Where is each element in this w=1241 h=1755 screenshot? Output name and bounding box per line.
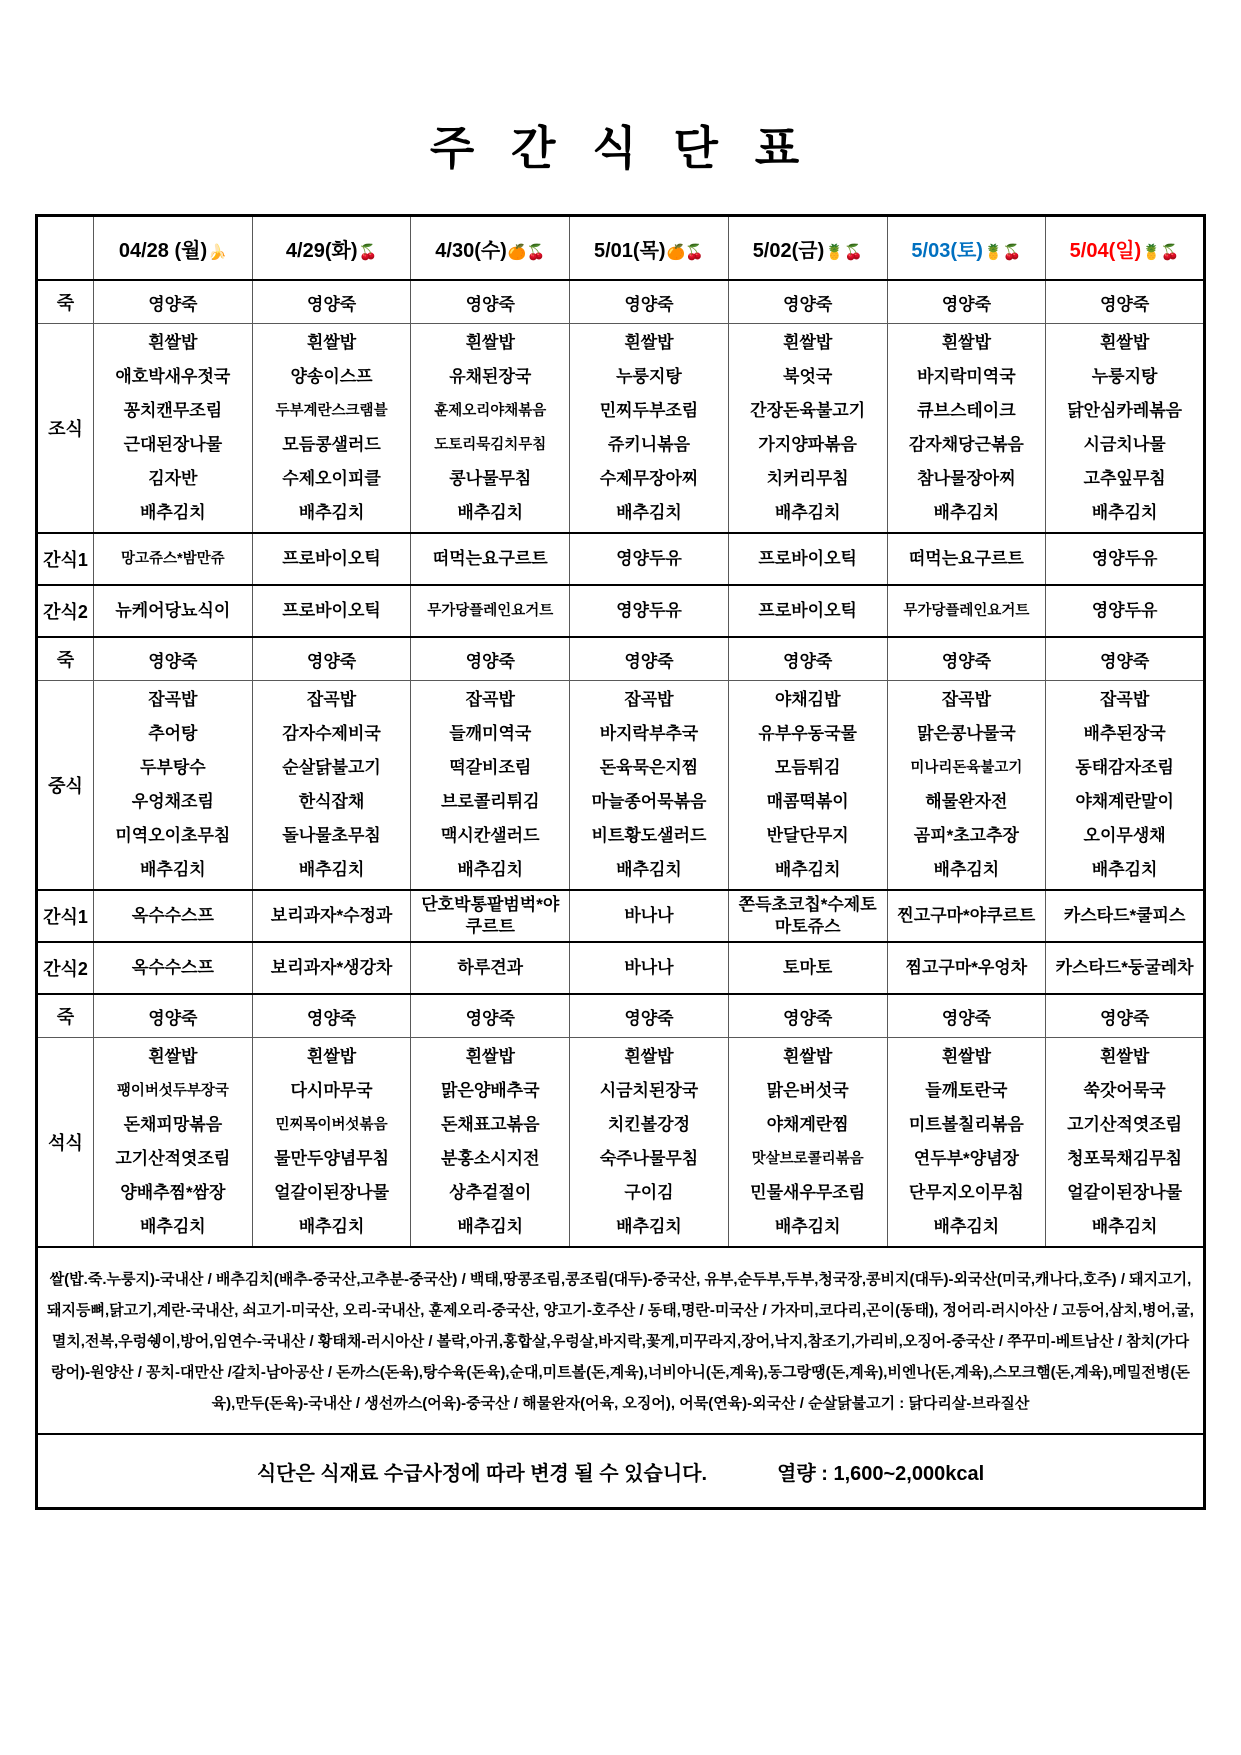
- menu-cell: [411, 1038, 570, 1248]
- menu-item: 북엇국: [783, 367, 833, 386]
- menu-item: 흰쌀밥: [783, 1047, 833, 1066]
- menu-item: 숙주나물무침: [599, 1149, 699, 1168]
- menu-item: 영양죽: [1099, 1008, 1150, 1028]
- menu-item: 배추김치: [298, 1217, 365, 1236]
- menu-item: 카스타드*쿨피스: [1063, 906, 1186, 925]
- menu-row-porridge: [37, 280, 1205, 324]
- menu-cell: [570, 942, 729, 994]
- day-label: 5/02(금): [752, 239, 825, 262]
- menu-item: 무가당플레인요거트: [427, 603, 554, 619]
- menu-cell: [94, 681, 253, 891]
- menu-item: 영양두유: [616, 549, 682, 568]
- menu-item: 시금치된장국: [599, 1081, 699, 1100]
- menu-item: 맛살브로콜리볶음: [751, 1151, 864, 1167]
- menu-cell: [411, 637, 570, 681]
- menu-item: 영양죽: [465, 1008, 515, 1028]
- menu-item: 잡곡밥: [306, 690, 357, 709]
- menu-cell: [1046, 890, 1205, 942]
- menu-item: 모듬튀김: [774, 758, 841, 777]
- menu-item: 떠먹는요구르트: [432, 549, 548, 568]
- menu-cell: [887, 637, 1046, 681]
- menu-cell: [1046, 637, 1205, 681]
- meal-category-cell: 석식: [37, 1038, 94, 1248]
- menu-item: 영양죽: [941, 651, 991, 671]
- menu-item: 영양죽: [624, 294, 674, 314]
- menu-cell: [252, 942, 411, 994]
- menu-item: 영양죽: [148, 651, 198, 671]
- menu-cell: [728, 942, 887, 994]
- menu-cell: [94, 890, 253, 942]
- menu-item: 맑은양배추국: [440, 1081, 540, 1100]
- menu-item: 물만두양념무침: [274, 1149, 390, 1168]
- menu-cell: [887, 942, 1046, 994]
- menu-item: 감자수제비국: [282, 724, 381, 743]
- menu-item: 배추김치: [774, 860, 841, 879]
- menu-item: 상추겉절이: [449, 1183, 532, 1202]
- menu-item: 단무지오이무침: [908, 1183, 1024, 1202]
- menu-cell: [728, 533, 887, 585]
- menu-item: 영양죽: [465, 651, 515, 671]
- menu-item: 배추김치: [933, 503, 1000, 522]
- menu-cell: [1046, 533, 1205, 585]
- menu-item: 추어탕: [148, 724, 198, 743]
- menu-item: 닭안심카레볶음: [1067, 401, 1183, 420]
- menu-cell: [411, 994, 570, 1038]
- menu-item: 양배추찜*쌈장: [120, 1183, 226, 1202]
- menu-item: 흰쌀밥: [783, 333, 833, 352]
- menu-item: 민찌두부조림: [599, 401, 699, 420]
- fruit-icon: 🍌: [208, 243, 227, 261]
- menu-row-meal: [37, 324, 1205, 534]
- menu-item: 영양죽: [624, 651, 674, 671]
- origin-info: 쌀(밥.죽.누룽지)-국내산 / 배추김치(배추-중국산,고추분-중국산) / 백태,땅콩조림,콩조림(대두)-중국산, 유부,순두부,두부,청국장,콩비지(대두)-외국산(미국,캐나다,호주) / 돼지고기,돼지등뼈,닭고기,계란-국내산, 쇠고기-미국산, 오리-국내산, 훈제오리-중국산, 양고기-호주산 / 동태,명란-미국산 / 가자미,코다리,곤이(동태), 정어리-러시아산 / 고등어,삼치,병어,굴,멸치,전복,우렁쉥이,방어,임연수-국내산 / 황태채-러시아산 / 볼락,아귀,홍합살,우렁살,바지락,꽃게,미꾸라지,장어,낙지,참조기,가리비,오징어-중국산 / 쭈꾸미-베트남산 / 참치(가다랑어)-원양산 / 꽁치-대만산 /갈치-남아공산 / 돈까스(돈육),탕수육(돈육),순대,미트볼(돈,계육),너비아니(돈,계육),동그랑땡(돈,계육),비엔나(돈,계육),스모크햄(돈,계육),메밀전병(돈육),만두(돈육)-국내산 / 생선까스(어육)-중국산 / 해물완자(어육, 오징어), 어묵(연육)-외국산 / 순살닭불고기 : 닭다리살-브라질산: [37, 1247, 1205, 1434]
- menu-cell: [887, 533, 1046, 585]
- menu-item: 근대된장나물: [123, 435, 223, 454]
- meal-category-cell: 죽: [37, 280, 94, 324]
- menu-item: 찜고구마*우엉차: [905, 958, 1028, 977]
- menu-item: 시금치나물: [1083, 435, 1166, 454]
- menu-item: 잡곡밥: [1099, 690, 1150, 709]
- menu-item: 청포묵채김무침: [1067, 1149, 1183, 1168]
- menu-cell: [728, 681, 887, 891]
- menu-item: 돈육묵은지찜: [599, 758, 699, 777]
- menu-item: 찐고구마*야쿠르트: [897, 906, 1036, 925]
- day-header-cell: [411, 216, 570, 281]
- day-header-cell: [252, 216, 411, 281]
- menu-item: 영양두유: [616, 601, 682, 620]
- menu-item: 참나물장아찌: [917, 469, 1016, 488]
- menu-item: 반달단무지: [766, 826, 849, 845]
- day-label: 04/28 (월): [118, 239, 208, 262]
- menu-item: 흰쌀밥: [1099, 333, 1150, 352]
- menu-cell: [411, 585, 570, 637]
- menu-cell: [887, 994, 1046, 1038]
- menu-cell: [1046, 681, 1205, 891]
- menu-item: 배추김치: [1091, 860, 1158, 879]
- menu-item: 간장돈육불고기: [750, 401, 866, 420]
- menu-item: 수제오이피클: [282, 469, 381, 488]
- menu-cell: [411, 324, 570, 534]
- menu-cell: [411, 280, 570, 324]
- menu-note-row: [37, 1434, 1205, 1509]
- menu-item: 미나리돈육불고기: [910, 760, 1023, 776]
- menu-item: 흰쌀밥: [306, 1047, 357, 1066]
- menu-item: 프로바이오틱: [282, 601, 381, 620]
- menu-item: 마늘종어묵볶음: [591, 792, 707, 811]
- menu-cell: [411, 942, 570, 994]
- menu-item: 유부우동국물: [758, 724, 857, 743]
- menu-cell: [1046, 994, 1205, 1038]
- menu-item: 단호박통팥범벅*야쿠르트: [421, 895, 560, 936]
- menu-item: 야채김밥: [774, 690, 841, 709]
- menu-item: 고추잎무침: [1083, 469, 1166, 488]
- menu-item: 배추김치: [774, 503, 841, 522]
- menu-item: 영양죽: [941, 1008, 991, 1028]
- fruit-icon: 🍍🍒: [825, 243, 863, 261]
- menu-item: 쥬키니볶음: [607, 435, 691, 454]
- menu-item: 감자채당근볶음: [908, 435, 1024, 454]
- menu-cell: [887, 280, 1046, 324]
- menu-cell: [728, 994, 887, 1038]
- menu-cell: [252, 994, 411, 1038]
- menu-cell: [728, 890, 887, 942]
- menu-cell: [1046, 585, 1205, 637]
- menu-item: 맥시칸샐러드: [440, 826, 540, 845]
- menu-item: 흰쌀밥: [148, 333, 198, 352]
- calorie-info: 열량 : 1,600~2,000kcal: [777, 1462, 985, 1485]
- menu-item: 영양두유: [1091, 549, 1158, 568]
- menu-cell: [252, 637, 411, 681]
- day-label: 5/04(일): [1069, 239, 1142, 262]
- menu-item: 흰쌀밥: [941, 1047, 991, 1066]
- menu-item: 얼갈이된장나물: [274, 1183, 390, 1202]
- menu-item: 유채된장국: [449, 367, 532, 386]
- menu-cell: [94, 585, 253, 637]
- menu-item: 영양두유: [1091, 601, 1158, 620]
- menu-cell: [252, 585, 411, 637]
- menu-item: 떠먹는요구르트: [908, 549, 1024, 568]
- menu-row-meal: [37, 1038, 1205, 1248]
- menu-item: 잡곡밥: [148, 690, 198, 709]
- menu-item: 순살닭불고기: [282, 758, 381, 777]
- menu-item: 민찌목이버섯볶음: [275, 1117, 388, 1133]
- menu-item: 수제무장아찌: [599, 469, 699, 488]
- menu-item: 도토리묵김치무침: [434, 437, 547, 453]
- menu-cell: [728, 585, 887, 637]
- menu-item: 바나나: [624, 906, 674, 925]
- menu-item: 한식잡채: [298, 792, 365, 811]
- menu-item: 배추김치: [140, 860, 206, 879]
- menu-item: 흰쌀밥: [465, 333, 515, 352]
- menu-item: 무가당플레인요거트: [903, 603, 1030, 619]
- menu-cell: [728, 1038, 887, 1248]
- menu-item: 영양죽: [1099, 294, 1150, 314]
- menu-item: 민물새우무조림: [750, 1183, 866, 1202]
- weekly-menu-table: [35, 214, 1206, 1510]
- menu-item: 오이무생채: [1083, 826, 1166, 845]
- menu-item: 배추된장국: [1083, 724, 1166, 743]
- meal-category-cell: 중식: [37, 681, 94, 891]
- menu-item: 모듬콩샐러드: [282, 435, 381, 454]
- menu-item: 연두부*양념장: [913, 1149, 1019, 1168]
- menu-item: 김자반: [148, 469, 198, 488]
- menu-item: 곰피*초고추장: [913, 826, 1019, 845]
- menu-item: 바나나: [624, 958, 674, 977]
- fruit-icon: 🍍🍒: [983, 243, 1022, 261]
- menu-cell: [887, 681, 1046, 891]
- menu-item: 영양죽: [465, 294, 515, 314]
- menu-item: 쑥갓어묵국: [1083, 1081, 1166, 1100]
- menu-cell: [570, 585, 729, 637]
- menu-item: 배추김치: [140, 1217, 206, 1236]
- menu-cell: [887, 890, 1046, 942]
- menu-cell: [94, 1038, 253, 1248]
- menu-item: 흰쌀밥: [624, 1047, 674, 1066]
- meal-category-cell: 간식2: [37, 942, 94, 994]
- menu-item: 누룽지탕: [616, 367, 682, 386]
- menu-cell: [570, 681, 729, 891]
- day-header-cell: [728, 216, 887, 281]
- menu-item: 훈제오리야채볶음: [434, 403, 547, 419]
- menu-item: 배추김치: [298, 860, 365, 879]
- menu-item: 바지락부추국: [599, 724, 699, 743]
- menu-cell: [728, 324, 887, 534]
- menu-item: 영양죽: [783, 651, 833, 671]
- menu-item: 뉴케어당뇨식이: [115, 601, 231, 620]
- menu-row-porridge: [37, 994, 1205, 1038]
- menu-item: 프로바이오틱: [758, 601, 857, 620]
- menu-item: 흰쌀밥: [148, 1047, 198, 1066]
- menu-item: 프로바이오틱: [282, 549, 381, 568]
- menu-note-cell: [37, 1434, 1205, 1509]
- menu-item: 카스타드*둥굴레차: [1055, 958, 1194, 977]
- menu-cell: [728, 637, 887, 681]
- menu-item: 우엉채조림: [131, 792, 214, 811]
- fruit-icon: 🍊🍒: [666, 243, 704, 261]
- menu-item: 배추김치: [933, 1217, 1000, 1236]
- menu-item: 비트황도샐러드: [591, 826, 707, 845]
- menu-cell: [94, 637, 253, 681]
- menu-cell: [252, 533, 411, 585]
- menu-item: 맑은콩나물국: [917, 724, 1016, 743]
- day-label: 4/29(화): [285, 239, 358, 262]
- menu-cell: [570, 890, 729, 942]
- menu-item: 분홍소시지전: [440, 1149, 540, 1168]
- menu-item: 영양죽: [783, 1008, 833, 1028]
- menu-row-snack: [37, 585, 1205, 637]
- menu-item: 영양죽: [624, 1008, 674, 1028]
- menu-item: 콩나물무침: [449, 469, 532, 488]
- menu-cell: [411, 681, 570, 891]
- menu-cell: [728, 280, 887, 324]
- menu-item: 돌나물초무침: [282, 826, 381, 845]
- menu-cell: [570, 994, 729, 1038]
- menu-cell: [887, 324, 1046, 534]
- menu-item: 영양죽: [306, 294, 357, 314]
- menu-item: 돈채표고볶음: [440, 1115, 540, 1134]
- menu-cell: [570, 324, 729, 534]
- menu-item: 두부탕수: [140, 758, 206, 777]
- menu-row-snack: [37, 942, 1205, 994]
- menu-item: 매콤떡볶이: [766, 792, 849, 811]
- menu-cell: [1046, 942, 1205, 994]
- menu-item: 야채계란찜: [766, 1115, 849, 1134]
- fruit-icon: 🍒: [358, 243, 378, 261]
- menu-item: 배추김치: [457, 860, 524, 879]
- menu-item: 배추김치: [1091, 503, 1158, 522]
- meal-category-cell: 죽: [37, 994, 94, 1038]
- meal-category-cell: 간식1: [37, 890, 94, 942]
- menu-item: 프로바이오틱: [758, 549, 857, 568]
- menu-item: 하루견과: [457, 958, 524, 977]
- menu-cell: [252, 681, 411, 891]
- menu-item: 팽이버섯두부장국: [116, 1083, 229, 1099]
- menu-cell: [570, 637, 729, 681]
- corner-cell: [37, 216, 94, 281]
- menu-item: 돈채피망볶음: [123, 1115, 223, 1134]
- menu-item: 큐브스테이크: [917, 401, 1016, 420]
- menu-item: 누룽지탕: [1091, 367, 1158, 386]
- menu-cell: [94, 324, 253, 534]
- menu-cell: [570, 280, 729, 324]
- menu-item: 들깨미역국: [449, 724, 532, 743]
- day-label: 5/01(목): [593, 239, 666, 262]
- menu-item: 들깨토란국: [925, 1081, 1008, 1100]
- menu-item: 영양죽: [148, 294, 198, 314]
- menu-item: 떡갈비조림: [449, 758, 532, 777]
- menu-item: 고기산적엿조림: [115, 1149, 231, 1168]
- meal-category-cell: 조식: [37, 324, 94, 534]
- menu-item: 배추김치: [457, 1217, 524, 1236]
- menu-item: 흰쌀밥: [1099, 1047, 1150, 1066]
- menu-cell: [94, 994, 253, 1038]
- menu-item: 잡곡밥: [465, 690, 515, 709]
- menu-cell: [252, 890, 411, 942]
- menu-item: 고기산적엿조림: [1067, 1115, 1183, 1134]
- menu-cell: [887, 1038, 1046, 1248]
- menu-item: 배추김치: [933, 860, 1000, 879]
- day-label: 4/30(수): [435, 239, 507, 262]
- menu-item: 맑은버섯국: [766, 1081, 849, 1100]
- fruit-icon: 🍍🍒: [1142, 243, 1180, 261]
- day-header-cell: [94, 216, 253, 281]
- menu-item: 망고쥬스*밤만쥬: [121, 551, 225, 567]
- menu-item: 토마토: [783, 958, 833, 977]
- day-header-row: [37, 216, 1205, 281]
- menu-item: 배추김치: [616, 1217, 682, 1236]
- menu-item: 두부계란스크램블: [275, 403, 388, 419]
- menu-item: 잡곡밥: [941, 690, 991, 709]
- menu-cell: [1046, 280, 1205, 324]
- menu-cell: [94, 280, 253, 324]
- menu-item: 보리과자*수정과: [270, 906, 393, 925]
- menu-item: 배추김치: [774, 1217, 841, 1236]
- menu-cell: [252, 324, 411, 534]
- menu-item: 흰쌀밥: [306, 333, 357, 352]
- menu-item: 바지락미역국: [917, 367, 1016, 386]
- menu-item: 배추김치: [616, 503, 682, 522]
- day-header-cell: [570, 216, 729, 281]
- menu-item: 해물완자전: [925, 792, 1008, 811]
- menu-item: 영양죽: [306, 1008, 357, 1028]
- menu-cell: [252, 280, 411, 324]
- day-header-cell: [1046, 216, 1205, 281]
- day-label: 5/03(토): [911, 239, 983, 262]
- menu-item: 미역오이초무침: [115, 826, 231, 845]
- menu-item: 보리과자*생강차: [270, 958, 393, 977]
- menu-item: 치커리무침: [766, 469, 849, 488]
- menu-cell: [1046, 324, 1205, 534]
- menu-item: 꽁치캔무조림: [123, 401, 223, 420]
- menu-item: 야채계란말이: [1075, 792, 1174, 811]
- page-title: 주 간 식 단 표: [429, 122, 812, 174]
- menu-item: 영양죽: [941, 294, 991, 314]
- menu-item: 구이김: [624, 1183, 674, 1202]
- day-header-cell: [887, 216, 1046, 281]
- origin-info-row: [37, 1247, 1205, 1434]
- menu-item: 잡곡밥: [624, 690, 674, 709]
- menu-row-snack: [37, 890, 1205, 942]
- menu-item: 가지양파볶음: [758, 435, 857, 454]
- menu-cell: [570, 1038, 729, 1248]
- menu-cell: [570, 533, 729, 585]
- menu-row-porridge: [37, 637, 1205, 681]
- menu-item: 배추김치: [616, 860, 682, 879]
- menu-cell: [887, 585, 1046, 637]
- menu-item: 쫀득초코칩*수제토마토쥬스: [738, 895, 877, 936]
- menu-item: 배추김치: [140, 503, 206, 522]
- menu-cell: [94, 942, 253, 994]
- menu-change-note: 식단은 식재료 수급사정에 따라 변경 될 수 있습니다.: [256, 1462, 708, 1485]
- meal-category-cell: 죽: [37, 637, 94, 681]
- menu-cell: [411, 533, 570, 585]
- menu-row-snack: [37, 533, 1205, 585]
- menu-item: 동태감자조림: [1075, 758, 1174, 777]
- menu-item: 배추김치: [1091, 1217, 1158, 1236]
- menu-item: 다시마무국: [290, 1081, 373, 1100]
- menu-item: 영양죽: [306, 651, 357, 671]
- menu-item: 영양죽: [1099, 651, 1150, 671]
- meal-category-cell: 간식2: [37, 585, 94, 637]
- menu-item: 영양죽: [148, 1008, 198, 1028]
- menu-cell: [94, 533, 253, 585]
- menu-item: 치킨볼강정: [607, 1115, 691, 1134]
- menu-cell: [252, 1038, 411, 1248]
- menu-item: 흰쌀밥: [624, 333, 674, 352]
- menu-row-meal: [37, 681, 1205, 891]
- meal-category-cell: 간식1: [37, 533, 94, 585]
- menu-item: 미트볼칠리볶음: [908, 1115, 1024, 1134]
- menu-item: 배추김치: [298, 503, 365, 522]
- menu-cell: [1046, 1038, 1205, 1248]
- menu-item: 양송이스프: [290, 367, 373, 386]
- menu-item: 브로콜리튀김: [440, 792, 540, 811]
- menu-item: 옥수수스프: [131, 906, 214, 925]
- menu-cell: [411, 890, 570, 942]
- fruit-icon: 🍊🍒: [507, 243, 546, 261]
- menu-item: 옥수수스프: [131, 958, 214, 977]
- menu-item: 배추김치: [457, 503, 524, 522]
- menu-item: 흰쌀밥: [465, 1047, 515, 1066]
- menu-item: 영양죽: [783, 294, 833, 314]
- menu-item: 얼갈이된장나물: [1067, 1183, 1183, 1202]
- menu-item: 애호박새우젓국: [115, 367, 231, 386]
- menu-item: 흰쌀밥: [941, 333, 991, 352]
